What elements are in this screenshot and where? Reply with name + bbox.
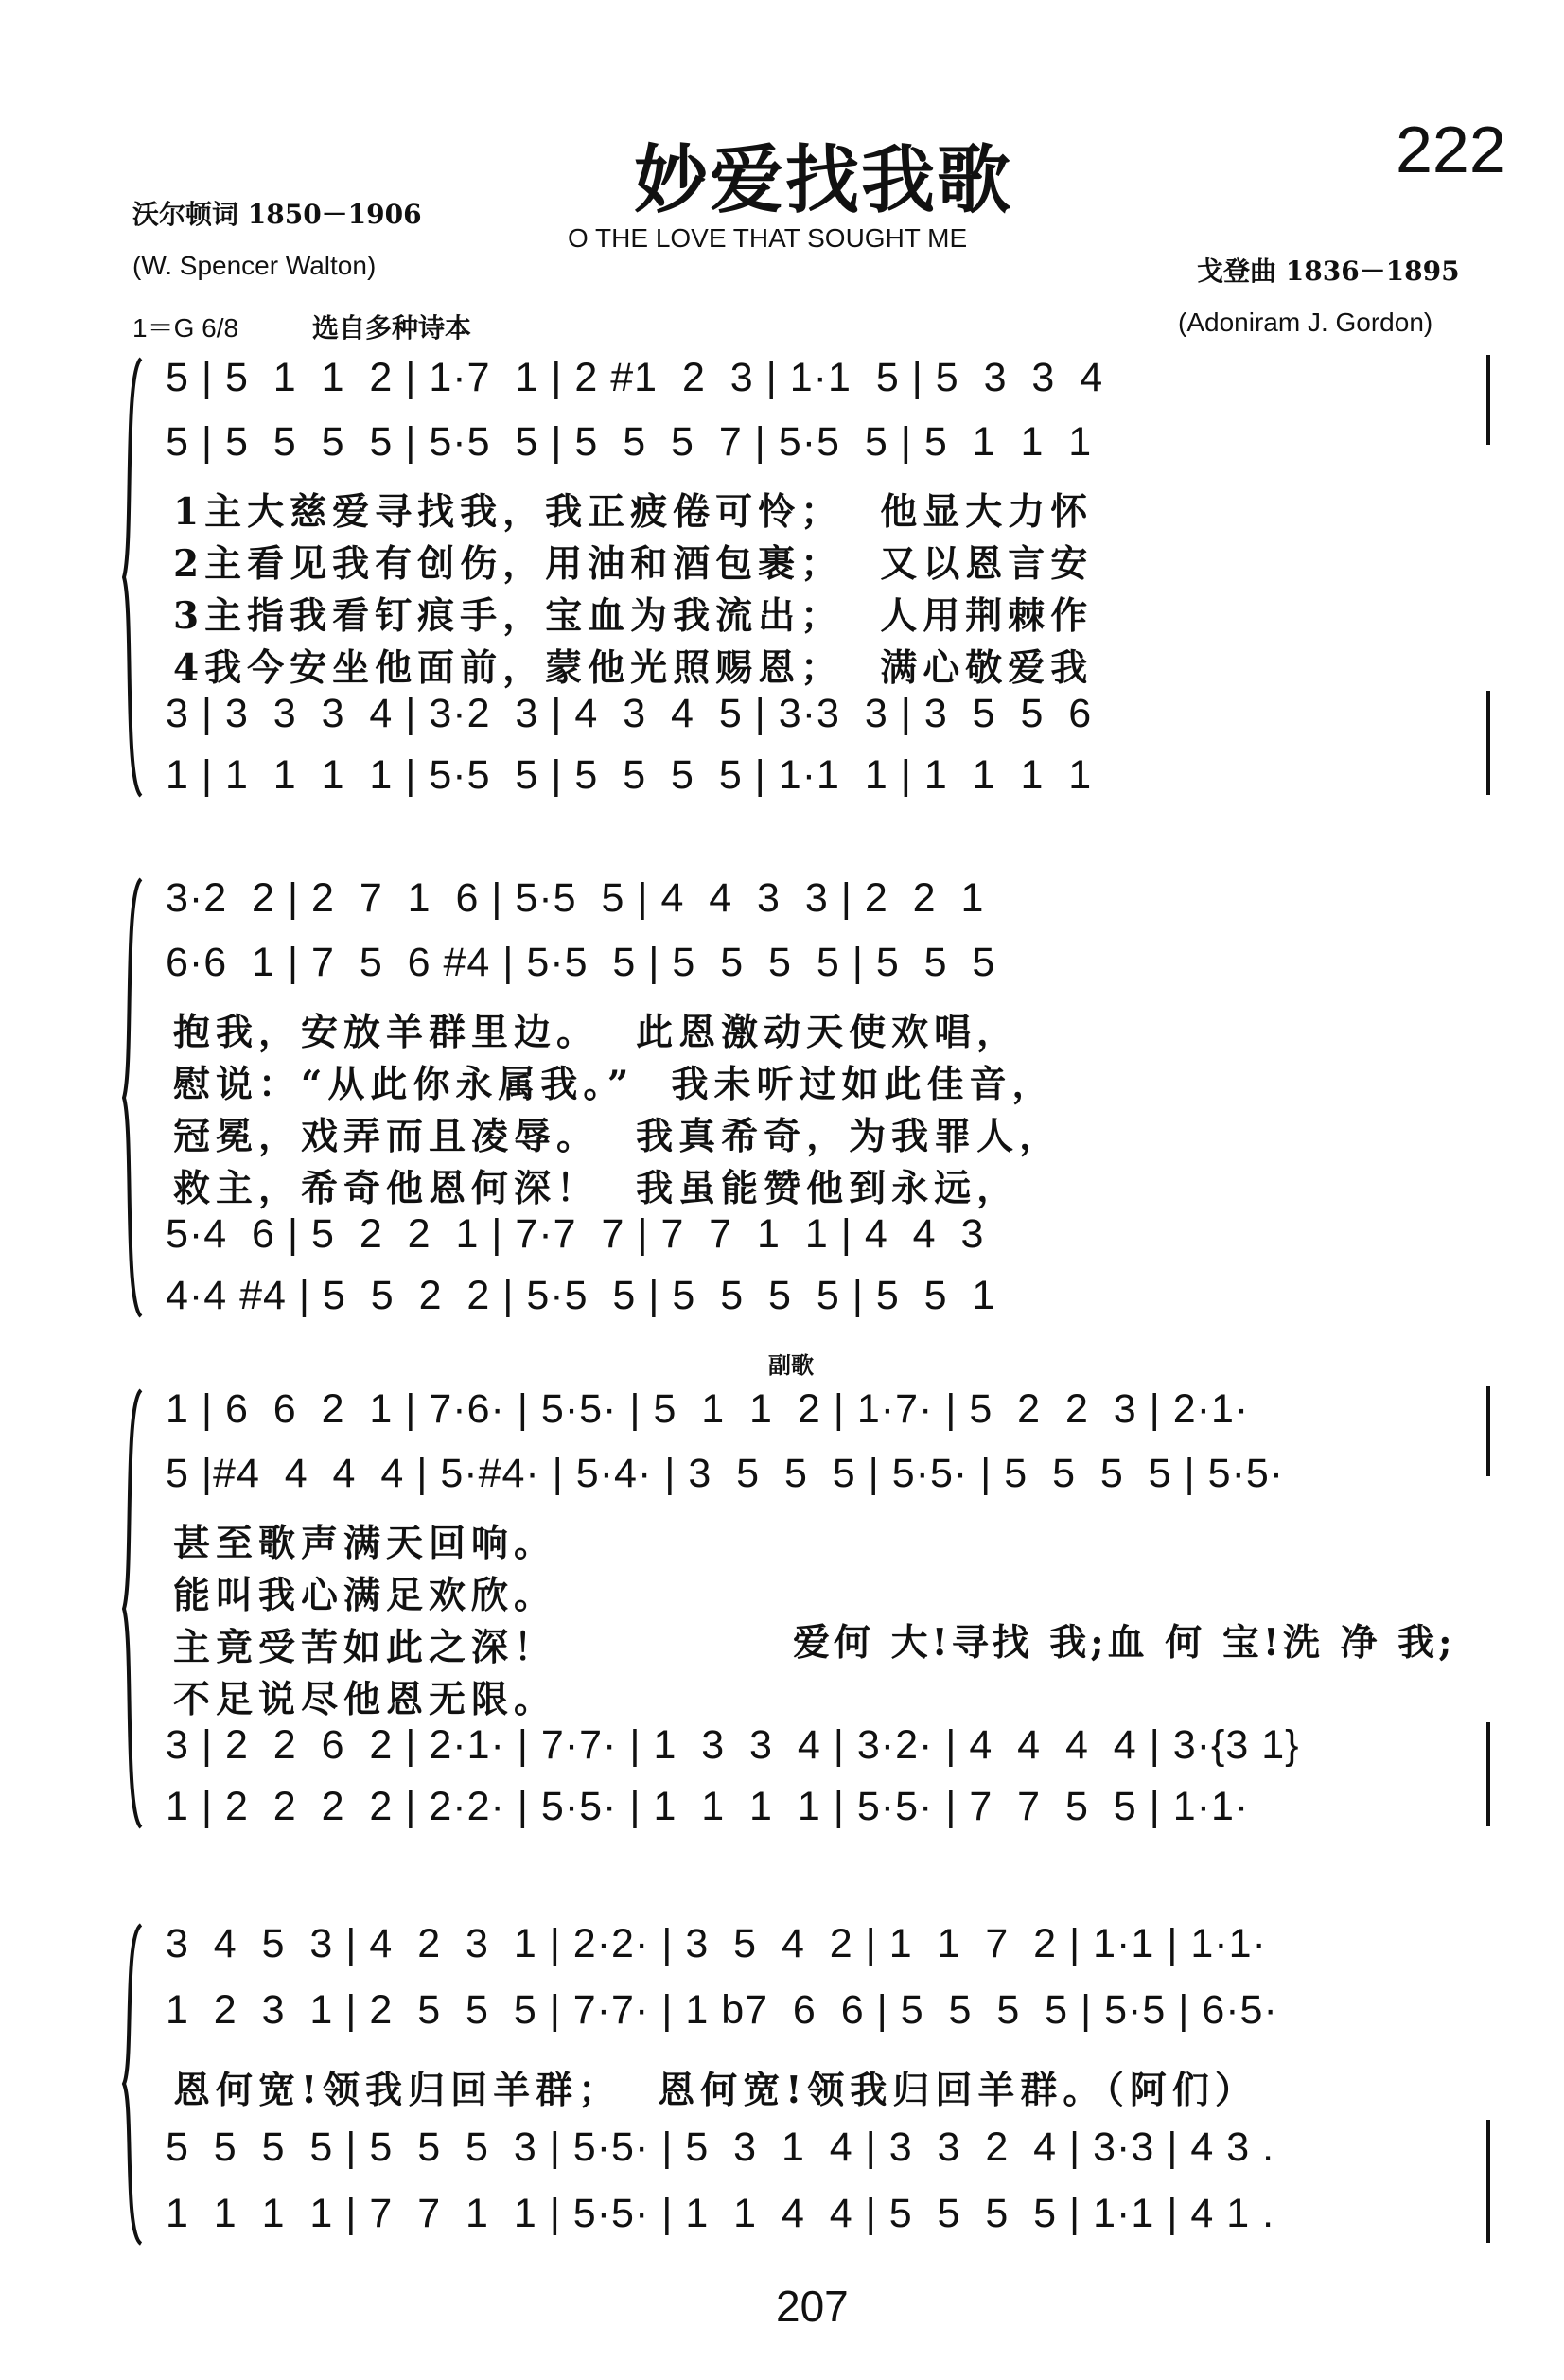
alto-line: 5 | 5 5 5 5 | 5·5 5 | 5 5 5 7 | 5·5 5 | 5 1 1 1 — [166, 419, 1093, 465]
bass-line: 1 | 2 2 2 2 | 2·2· | 5·5· | 1 1 1 1 | 5·5· | 7 7 5 5 | 1·1· — [166, 1784, 1250, 1829]
lyric-verse-4: 4我今安坐他面前，蒙他光照赐恩； 满心敬爱我 — [173, 646, 1094, 690]
hymn-title: 妙爱找我歌 — [634, 137, 1013, 223]
barline — [1486, 355, 1490, 445]
lyricist: 沃尔顿词 1850－1906 — [132, 199, 422, 230]
lyric-verse-2: 能叫我心满足欢欣。 — [173, 1574, 557, 1617]
hymn-number: 222 — [1396, 113, 1506, 186]
key-signature: 1＝G 6/8 — [132, 313, 239, 343]
barline — [1486, 1386, 1490, 1476]
lyric-verse-1: 1主大慈爱寻找我，我正疲倦可怜； 他显大力怀 — [173, 490, 1094, 534]
lyric-verse-1: 甚至歌声满天回响。 — [173, 1522, 557, 1565]
lyric-verse-2: 慰说：“从此你永属我。” 我未听过如此佳音， — [173, 1063, 1055, 1106]
lyric-verse-4: 不足说尽他恩无限。 — [173, 1678, 557, 1721]
bass-line: 1 1 1 1 | 7 7 1 1 | 5·5· | 1 1 4 4 | 5 5 5 5 | 1·1 | 4 1 . — [166, 2191, 1275, 2236]
alto-line: 5 |#4 4 4 4 | 5·#4· | 5·4· | 3 5 5 5 | 5·5· | 5 5 5 5 | 5·5· — [166, 1451, 1285, 1496]
tenor-line: 5·4 6 | 5 2 2 1 | 7·7 7 | 7 7 1 1 | 4 4 3 — [166, 1211, 985, 1257]
lyric-verse-2: 2主看见我有创伤，用油和酒包裹； 又以恩言安 — [173, 542, 1094, 586]
english-title: O THE LOVE THAT SOUGHT ME — [568, 223, 968, 253]
brace-icon — [120, 875, 145, 1320]
lyric-verse-1: 抱我，安放羊群里边。 此恩激动天使欢唱， — [173, 1011, 1020, 1054]
score-system-2 — [128, 875, 1495, 1320]
soprano-line: 5 | 5 1 1 2 | 1·7 1 | 2 #1 2 3 | 1·1 5 | 5 3 3 4 — [166, 355, 1104, 400]
lyric-verse-3: 主竟受苦如此之深！ — [173, 1626, 557, 1669]
brace-icon — [120, 1921, 145, 2248]
brace-icon — [120, 1386, 145, 1831]
barline — [1486, 691, 1490, 795]
soprano-line: 3·2 2 | 2 7 1 6 | 5·5 5 | 4 4 3 3 | 2 2 1 — [166, 875, 985, 921]
score-system-4 — [128, 1921, 1495, 2248]
soprano-line: 1 | 6 6 2 1 | 7·6· | 5·5· | 5 1 1 2 | 1·7· | 5 2 2 3 | 2·1· — [166, 1386, 1250, 1432]
lyricist-english: (W. Spencer Walton) — [132, 251, 377, 280]
lyric-verse-3: 3主指我看钉痕手，宝血为我流出； 人用荆棘作 — [173, 594, 1094, 638]
source-note: 选自多种诗本 — [312, 312, 472, 344]
bass-line: 1 | 1 1 1 1 | 5·5 5 | 5 5 5 5 | 1·1 1 | 1 1 1 1 — [166, 752, 1093, 798]
alto-line: 6·6 1 | 7 5 6 #4 | 5·5 5 | 5 5 5 5 | 5 5 5 — [166, 940, 996, 985]
refrain-lyric: 爱何 大!寻找 我;血 何 宝!洗 净 我; — [793, 1621, 1456, 1665]
lyric-verse-4: 救主，希奇他恩何深！ 我虽能赞他到永远， — [173, 1167, 1020, 1210]
bass-line: 4·4 #4 | 5 5 2 2 | 5·5 5 | 5 5 5 5 | 5 5 1 — [166, 1273, 996, 1318]
composer-english: (Adoniram J. Gordon) — [1178, 308, 1433, 337]
tenor-line: 3 | 3 3 3 4 | 3·2 3 | 4 3 4 5 | 3·3 3 | 3 5 5 6 — [166, 691, 1093, 736]
refrain-label: 副歌 — [768, 1351, 814, 1379]
score-system-3 — [128, 1386, 1495, 1831]
composer: 戈登曲 1836－1895 — [1197, 256, 1460, 287]
lyric-refrain: 恩何宽!领我归回羊群； 恩何宽!领我归回羊群。（阿们） — [173, 2069, 1257, 2112]
alto-line: 1 2 3 1 | 2 5 5 5 | 7·7· | 1 b7 6 6 | 5 5 5 5 | 5·5 | 6·5· — [166, 1987, 1278, 2033]
brace-icon — [120, 355, 145, 800]
final-barline — [1486, 2120, 1490, 2243]
tenor-line: 3 | 2 2 6 2 | 2·1· | 7·7· | 1 3 3 4 | 3·2· | 4 4 4 4 | 3·{3 1} — [166, 1722, 1300, 1768]
page-number: 207 — [776, 2282, 849, 2331]
score-system-1 — [128, 355, 1495, 800]
lyric-verse-3: 冠冕，戏弄而且凌辱。 我真希奇，为我罪人， — [173, 1115, 1063, 1158]
tenor-line: 5 5 5 5 | 5 5 5 3 | 5·5· | 5 3 1 4 | 3 3 2 4 | 3·3 | 4 3 . — [166, 2124, 1275, 2170]
soprano-line: 3 4 5 3 | 4 2 3 1 | 2·2· | 3 5 4 2 | 1 1 7 2 | 1·1 | 1·1· — [166, 1921, 1267, 1966]
barline — [1486, 1722, 1490, 1826]
